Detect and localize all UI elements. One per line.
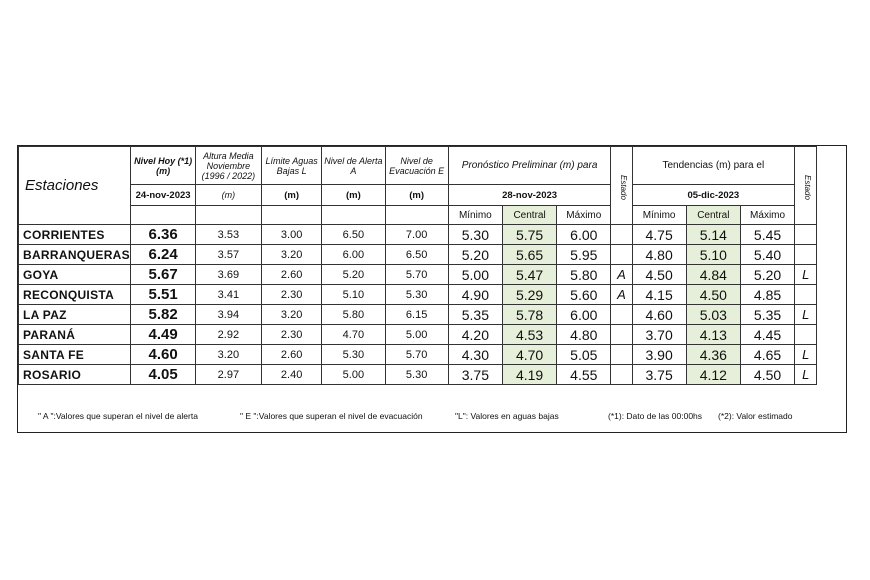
altura-media: 3.20 — [195, 345, 261, 365]
altura-media: 3.41 — [195, 285, 261, 305]
header-pronostico: Pronóstico Preliminar (m) para — [448, 147, 611, 185]
pronostico-minimo: 5.30 — [448, 225, 502, 245]
tendencia-estado — [795, 325, 817, 345]
pronostico-central: 4.53 — [502, 325, 556, 345]
estado-label: Estado — [803, 174, 813, 200]
tendencia-estado: L — [795, 265, 817, 285]
pronostico-estado: A — [611, 285, 632, 305]
limite-aguas-bajas: 3.20 — [262, 305, 322, 325]
sub-minimo-pron: Mínimo — [448, 206, 502, 225]
nivel-evacuacion: 5.70 — [385, 345, 448, 365]
tendencia-minimo: 3.90 — [632, 345, 686, 365]
tendencia-minimo: 4.15 — [632, 285, 686, 305]
table-row — [19, 245, 846, 265]
nivel-alerta: 5.80 — [322, 305, 385, 325]
pronostico-estado — [611, 305, 632, 325]
blank-cell — [195, 206, 261, 225]
pronostico-minimo: 3.75 — [448, 365, 502, 385]
tendencia-central: 4.13 — [686, 325, 740, 345]
limite-aguas-bajas: 2.40 — [262, 365, 322, 385]
tendencia-minimo: 4.75 — [632, 225, 686, 245]
unit-altura: (m) — [195, 185, 261, 206]
water-level-report — [17, 145, 847, 433]
table-row — [19, 225, 846, 245]
pronostico-estado — [611, 345, 632, 365]
tendencia-maximo: 5.20 — [740, 265, 794, 285]
table-row — [19, 325, 846, 345]
header-estado-tendencias — [795, 147, 817, 225]
table-row — [19, 285, 846, 305]
footer-notes — [18, 405, 845, 429]
nivel-hoy: 5.82 — [131, 305, 195, 325]
tendencia-central: 5.10 — [686, 245, 740, 265]
tendencia-minimo: 3.70 — [632, 325, 686, 345]
tendencia-central: 5.14 — [686, 225, 740, 245]
station-name: GOYA — [19, 265, 131, 285]
station-name: LA PAZ — [19, 305, 131, 325]
limite-aguas-bajas: 2.60 — [262, 265, 322, 285]
date-pronostico: 28-nov-2023 — [448, 185, 611, 206]
tendencia-maximo: 4.85 — [740, 285, 794, 305]
note-aguas-bajas: "L": Valores en aguas bajas — [455, 411, 559, 421]
unit-limite: (m) — [262, 185, 322, 206]
nivel-alerta: 6.50 — [322, 225, 385, 245]
nivel-alerta: 5.10 — [322, 285, 385, 305]
pronostico-estado — [611, 245, 632, 265]
header-limite: Límite Aguas Bajas L — [262, 147, 322, 185]
tendencia-maximo: 4.45 — [740, 325, 794, 345]
table-row — [19, 305, 846, 325]
nivel-evacuacion: 5.30 — [385, 285, 448, 305]
tendencia-minimo: 4.50 — [632, 265, 686, 285]
pronostico-maximo: 5.05 — [557, 345, 611, 365]
tendencia-central: 5.03 — [686, 305, 740, 325]
nivel-hoy: 5.67 — [131, 265, 195, 285]
tendencia-estado: L — [795, 365, 817, 385]
tendencia-central: 4.50 — [686, 285, 740, 305]
sub-central-tend: Central — [686, 206, 740, 225]
altura-media: 3.94 — [195, 305, 261, 325]
date-tendencias: 05-dic-2023 — [632, 185, 795, 206]
header-nivel-hoy: Nivel Hoy (*1) (m) — [131, 147, 195, 185]
header-estado-pronostico — [611, 147, 632, 225]
pronostico-estado — [611, 225, 632, 245]
limite-aguas-bajas: 2.30 — [262, 325, 322, 345]
sub-central-pron: Central — [502, 206, 556, 225]
pronostico-central: 4.70 — [502, 345, 556, 365]
limite-aguas-bajas: 3.20 — [262, 245, 322, 265]
sub-maximo-pron: Máximo — [557, 206, 611, 225]
right-margin — [817, 147, 845, 385]
sub-maximo-tend: Máximo — [740, 206, 794, 225]
station-name: RECONQUISTA — [19, 285, 131, 305]
altura-media: 2.92 — [195, 325, 261, 345]
tendencia-maximo: 4.65 — [740, 345, 794, 365]
pronostico-estado — [611, 365, 632, 385]
tendencia-minimo: 3.75 — [632, 365, 686, 385]
tendencia-maximo: 5.40 — [740, 245, 794, 265]
pronostico-estado — [611, 325, 632, 345]
station-name: SANTA FE — [19, 345, 131, 365]
nivel-alerta: 5.00 — [322, 365, 385, 385]
nivel-hoy: 6.24 — [131, 245, 195, 265]
table-row — [19, 365, 846, 385]
blank-cell — [322, 206, 385, 225]
tendencia-maximo: 5.35 — [740, 305, 794, 325]
tendencia-estado: L — [795, 305, 817, 325]
nivel-alerta: 5.20 — [322, 265, 385, 285]
pronostico-minimo: 5.20 — [448, 245, 502, 265]
nivel-hoy: 4.49 — [131, 325, 195, 345]
note-evacuacion: " E ":Valores que superan el nivel de evacuación — [240, 411, 423, 421]
nivel-hoy: 4.60 — [131, 345, 195, 365]
blank-cell — [262, 206, 322, 225]
limite-aguas-bajas: 2.30 — [262, 285, 322, 305]
altura-media: 3.53 — [195, 225, 261, 245]
table-row — [19, 265, 846, 285]
tendencia-estado — [795, 245, 817, 265]
tendencia-maximo: 4.50 — [740, 365, 794, 385]
nivel-alerta: 6.00 — [322, 245, 385, 265]
pronostico-maximo: 5.95 — [557, 245, 611, 265]
altura-media: 3.57 — [195, 245, 261, 265]
unit-evacuacion: (m) — [385, 185, 448, 206]
pronostico-minimo: 4.30 — [448, 345, 502, 365]
note-alerta: " A ":Valores que superan el nivel de alerta — [38, 411, 198, 421]
tendencia-estado — [795, 225, 817, 245]
station-name: CORRIENTES — [19, 225, 131, 245]
nivel-alerta: 5.30 — [322, 345, 385, 365]
nivel-evacuacion: 5.30 — [385, 365, 448, 385]
unit-alerta: (m) — [322, 185, 385, 206]
note-dato: (*1): Dato de las 00:00hs — [608, 411, 703, 421]
pronostico-central: 5.29 — [502, 285, 556, 305]
header-estaciones: Estaciones — [19, 147, 131, 225]
header-alerta: Nivel de Alerta A — [322, 147, 385, 185]
pronostico-maximo: 4.80 — [557, 325, 611, 345]
nivel-hoy: 4.05 — [131, 365, 195, 385]
pronostico-maximo: 5.80 — [557, 265, 611, 285]
limite-aguas-bajas: 2.60 — [262, 345, 322, 365]
pronostico-central: 4.19 — [502, 365, 556, 385]
pronostico-maximo: 6.00 — [557, 225, 611, 245]
pronostico-central: 5.65 — [502, 245, 556, 265]
levels-table — [18, 146, 845, 385]
tendencia-estado: L — [795, 345, 817, 365]
station-name: BARRANQUERAS — [19, 245, 131, 265]
pronostico-central: 5.47 — [502, 265, 556, 285]
pronostico-estado: A — [611, 265, 632, 285]
tendencia-central: 4.12 — [686, 365, 740, 385]
header-altura-media: Altura Media Noviembre (1996 / 2022) — [195, 147, 261, 185]
pronostico-minimo: 4.20 — [448, 325, 502, 345]
pronostico-minimo: 5.35 — [448, 305, 502, 325]
limite-aguas-bajas: 3.00 — [262, 225, 322, 245]
date-hoy: 24-nov-2023 — [131, 185, 195, 206]
estado-label: Estado — [619, 174, 629, 200]
pronostico-central: 5.75 — [502, 225, 556, 245]
sub-minimo-tend: Mínimo — [632, 206, 686, 225]
blank-cell — [131, 206, 195, 225]
station-name: ROSARIO — [19, 365, 131, 385]
tendencia-estado — [795, 285, 817, 305]
pronostico-minimo: 5.00 — [448, 265, 502, 285]
nivel-alerta: 4.70 — [322, 325, 385, 345]
nivel-evacuacion: 7.00 — [385, 225, 448, 245]
station-name: PARANÁ — [19, 325, 131, 345]
table-row — [19, 345, 846, 365]
altura-media: 2.97 — [195, 365, 261, 385]
altura-media: 3.69 — [195, 265, 261, 285]
header-evacuacion: Nivel de Evacuación E — [385, 147, 448, 185]
nivel-evacuacion: 6.50 — [385, 245, 448, 265]
tendencia-central: 4.84 — [686, 265, 740, 285]
pronostico-central: 5.78 — [502, 305, 556, 325]
nivel-hoy: 6.36 — [131, 225, 195, 245]
nivel-evacuacion: 6.15 — [385, 305, 448, 325]
blank-cell — [385, 206, 448, 225]
tendencia-minimo: 4.60 — [632, 305, 686, 325]
pronostico-minimo: 4.90 — [448, 285, 502, 305]
pronostico-maximo: 6.00 — [557, 305, 611, 325]
pronostico-maximo: 4.55 — [557, 365, 611, 385]
header-tendencias: Tendencias (m) para el — [632, 147, 795, 185]
note-estimado: (*2): Valor estimado — [718, 411, 793, 421]
tendencia-minimo: 4.80 — [632, 245, 686, 265]
nivel-hoy: 5.51 — [131, 285, 195, 305]
nivel-evacuacion: 5.00 — [385, 325, 448, 345]
tendencia-maximo: 5.45 — [740, 225, 794, 245]
tendencia-central: 4.36 — [686, 345, 740, 365]
nivel-evacuacion: 5.70 — [385, 265, 448, 285]
pronostico-maximo: 5.60 — [557, 285, 611, 305]
